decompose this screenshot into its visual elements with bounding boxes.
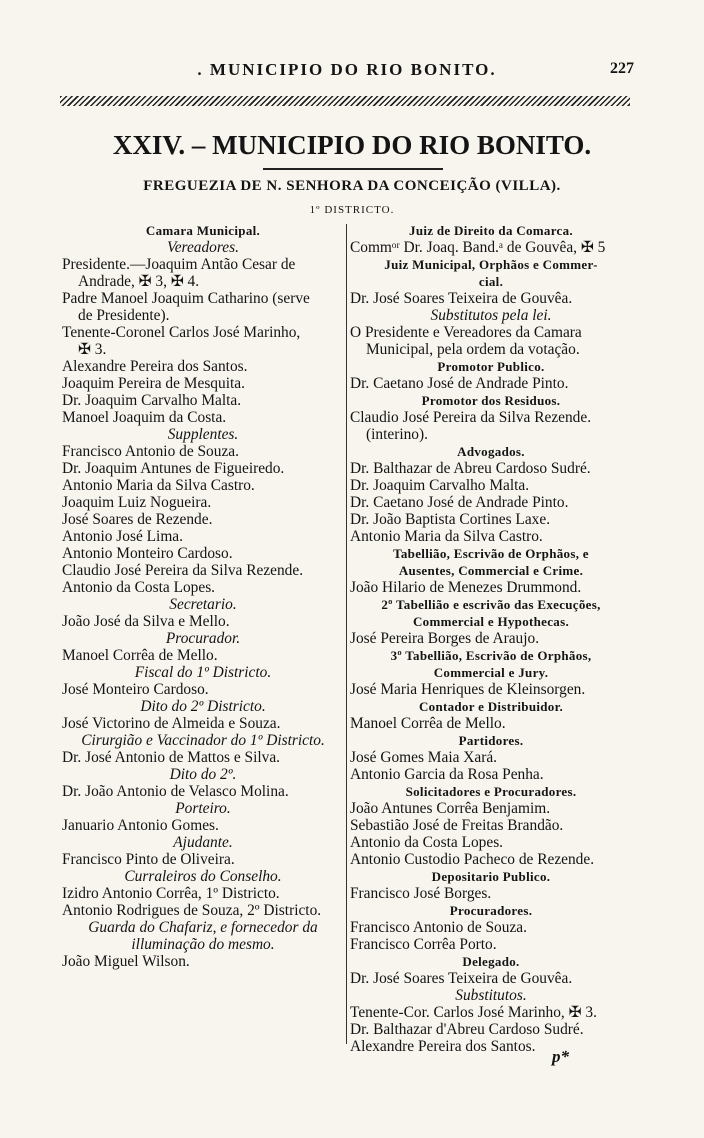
entry-line: Sebastião José de Freitas Brandão. [350,817,564,834]
entry-line: Dr. José Soares Teixeira de Gouvêa. [350,290,573,307]
entry-line: João José da Silva e Mello. [62,613,230,630]
entry-line: Padre Manoel Joaquim Catharino (serve [62,290,310,307]
entry-line: Dr. Joaquim Carvalho Malta. [350,477,530,494]
entry-line: (interino). [366,426,428,443]
entry-line: Dr. José Soares Teixeira de Gouvêa. [350,970,573,987]
entry-line: José Soares de Rezende. [62,511,213,528]
entry-line: Antonio da Costa Lopes. [350,834,504,851]
entry-line: João Hilario de Menezes Drummond. [350,579,582,596]
entry-line: Antonio Rodrigues de Souza, 2º Districto. [62,902,322,919]
section-heading: 2º Tabellião e escrivão das Execuções, [381,597,601,612]
entry-line: Manoel Corrêa de Mello. [350,715,506,732]
entry-line: João Miguel Wilson. [62,953,190,970]
page-number: 227 [610,60,634,77]
entry-line: Andrade, ✠ 3, ✠ 4. [78,273,200,290]
entry-line: Izidro Antonio Corrêa, 1º Districto. [62,885,280,902]
signature-mark: p* [552,1047,569,1066]
chapter-rule [263,168,443,170]
entry-line: Alexandre Pereira dos Santos. [62,358,248,375]
subheading: Secretario. [169,596,237,613]
running-head [60,60,634,84]
section-heading: Promotor dos Residuos. [421,393,561,408]
subheading: Dito do 2º Districto. [140,698,266,715]
entry-line: José Victorino de Almeida e Souza. [62,715,281,732]
subheading: Substitutos pela lei. [430,307,552,324]
section-heading: Commercial e Jury. [433,665,549,680]
entry-line: Dr. João Antonio de Velasco Molina. [62,783,289,800]
section-heading: Depositario Publico. [431,869,551,884]
section-heading: Delegado. [462,954,520,969]
entry-line: Antonio da Costa Lopes. [62,579,216,596]
subheading: Vereadores. [167,239,239,256]
section-heading: Promotor Publico. [437,359,545,374]
column-divider [346,224,347,1044]
entry-line: Tenente-Coronel Carlos José Marinho, [62,324,301,341]
entry-line: José Maria Henriques de Kleinsorgen. [350,681,586,698]
entry-line: Antonio Maria da Silva Castro. [62,477,255,494]
section-heading: Contador e Distribuidor. [418,699,564,714]
section-heading: cial. [478,274,504,289]
entry-line: Joaquim Luiz Nogueira. [62,494,212,511]
subheading: Supplentes. [167,426,239,443]
subheading: Ajudante. [173,834,233,851]
section-heading: Ausentes, Commercial e Crime. [398,563,584,578]
section-heading: Juiz Municipal, Orphãos e Commer- [384,257,598,272]
subheading: Dito do 2º. [169,766,237,783]
entry-line: Antonio Garcia da Rosa Penha. [350,766,544,783]
entry-line: Tenente-Cor. Carlos José Marinho, ✠ 3. [350,1004,597,1021]
subheading: illuminação do mesmo. [131,936,275,953]
entry-line: Francisco Antonio de Souza. [350,919,527,936]
entry-line: Antonio Maria da Silva Castro. [350,528,543,545]
entry-line: Claudio José Pereira da Silva Rezende. [350,409,592,426]
entry-line: Alexandre Pereira dos Santos. [350,1038,536,1055]
section-heading: 3º Tabellião, Escrivão de Orphãos, [390,648,592,663]
entry-line: Francisco Corrêa Porto. [350,936,497,953]
entry-line: Claudio José Pereira da Silva Rezende. [62,562,304,579]
section-heading: Solicitadores e Procuradores. [405,784,577,799]
entry-line: Dr. Balthazar de Abreu Cardoso Sudré. [350,460,591,477]
subheading: Cirurgião e Vaccinador do 1º Districto. [81,732,325,749]
ornamental-rule [60,96,630,106]
entry-line: Dr. José Antonio de Mattos e Silva. [62,749,281,766]
section-heading: Camara Municipal. [145,223,261,238]
subheading: Procurador. [165,630,241,647]
parish-title: FREGUEZIA DE N. SENHORA DA CONCEIÇÃO (VILLA). [143,178,561,194]
entry-line: Dr. João Baptista Cortines Laxe. [350,511,551,528]
entry-line: Manoel Joaquim da Costa. [62,409,227,426]
entry-line: Dr. Caetano José de Andrade Pinto. [350,494,569,511]
left-column [62,222,344,970]
entry-line: José Gomes Maia Xará. [350,749,498,766]
entry-line: Francisco José Borges. [350,885,492,902]
entry-line: Dr. Balthazar d'Abreu Cardoso Sudré. [350,1021,584,1038]
subheading: Guarda do Chafariz, e fornecedor da [88,919,318,936]
entry-line: Commᵒʳ Dr. Joaq. Band.ᵃ de Gouvêa, ✠ 5 [350,239,606,256]
entry-line: João Antunes Corrêa Benjamim. [350,800,551,817]
right-column [350,222,632,1055]
subheading: Substitutos. [455,987,527,1004]
section-heading: Commercial e Hypothecas. [412,614,570,629]
section-heading: Tabellião, Escrivão de Orphãos, e [393,546,589,561]
chapter-title: XXIV. – MUNICIPIO DO RIO BONITO. [112,130,592,160]
entry-line: Antonio Monteiro Cardoso. [62,545,233,562]
subheading: Fiscal do 1º Districto. [134,664,272,681]
section-heading: Partidores. [458,733,524,748]
subheading: Curraleiros do Conselho. [124,868,282,885]
subheading: Porteiro. [175,800,231,817]
entry-line: O Presidente e Vereadores da Camara [350,324,582,341]
entry-line: José Pereira Borges de Araujo. [350,630,540,647]
entry-line: Dr. Joaquim Antunes de Figueiredo. [62,460,285,477]
running-title: . MUNICIPIO DO RIO BONITO. [197,60,497,79]
entry-line: Januario Antonio Gomes. [62,817,219,834]
entry-line: Antonio Custodio Pacheco de Rezende. [350,851,595,868]
entry-line: Municipal, pela ordem da votação. [366,341,580,358]
entry-line: Presidente.—Joaquim Antão Cesar de [62,256,296,273]
entry-line: de Presidente). [78,307,170,324]
entry-line: Joaquim Pereira de Mesquita. [62,375,245,392]
section-heading: Procuradores. [449,903,533,918]
section-heading: Advogados. [457,444,525,459]
section-heading: Juiz de Direito da Comarca. [409,223,573,238]
entry-line: Francisco Antonio de Souza. [62,443,239,460]
entry-line: Antonio José Lima. [62,528,183,545]
entry-line: Manoel Corrêa de Mello. [62,647,218,664]
entry-line: Dr. Joaquim Carvalho Malta. [62,392,242,409]
entry-line: Dr. Caetano José de Andrade Pinto. [350,375,569,392]
district-label: 1º DISTRICTO. [309,204,395,216]
entry-line: José Monteiro Cardoso. [62,681,209,698]
entry-line: Francisco Pinto de Oliveira. [62,851,235,868]
entry-line: ✠ 3. [78,341,107,358]
